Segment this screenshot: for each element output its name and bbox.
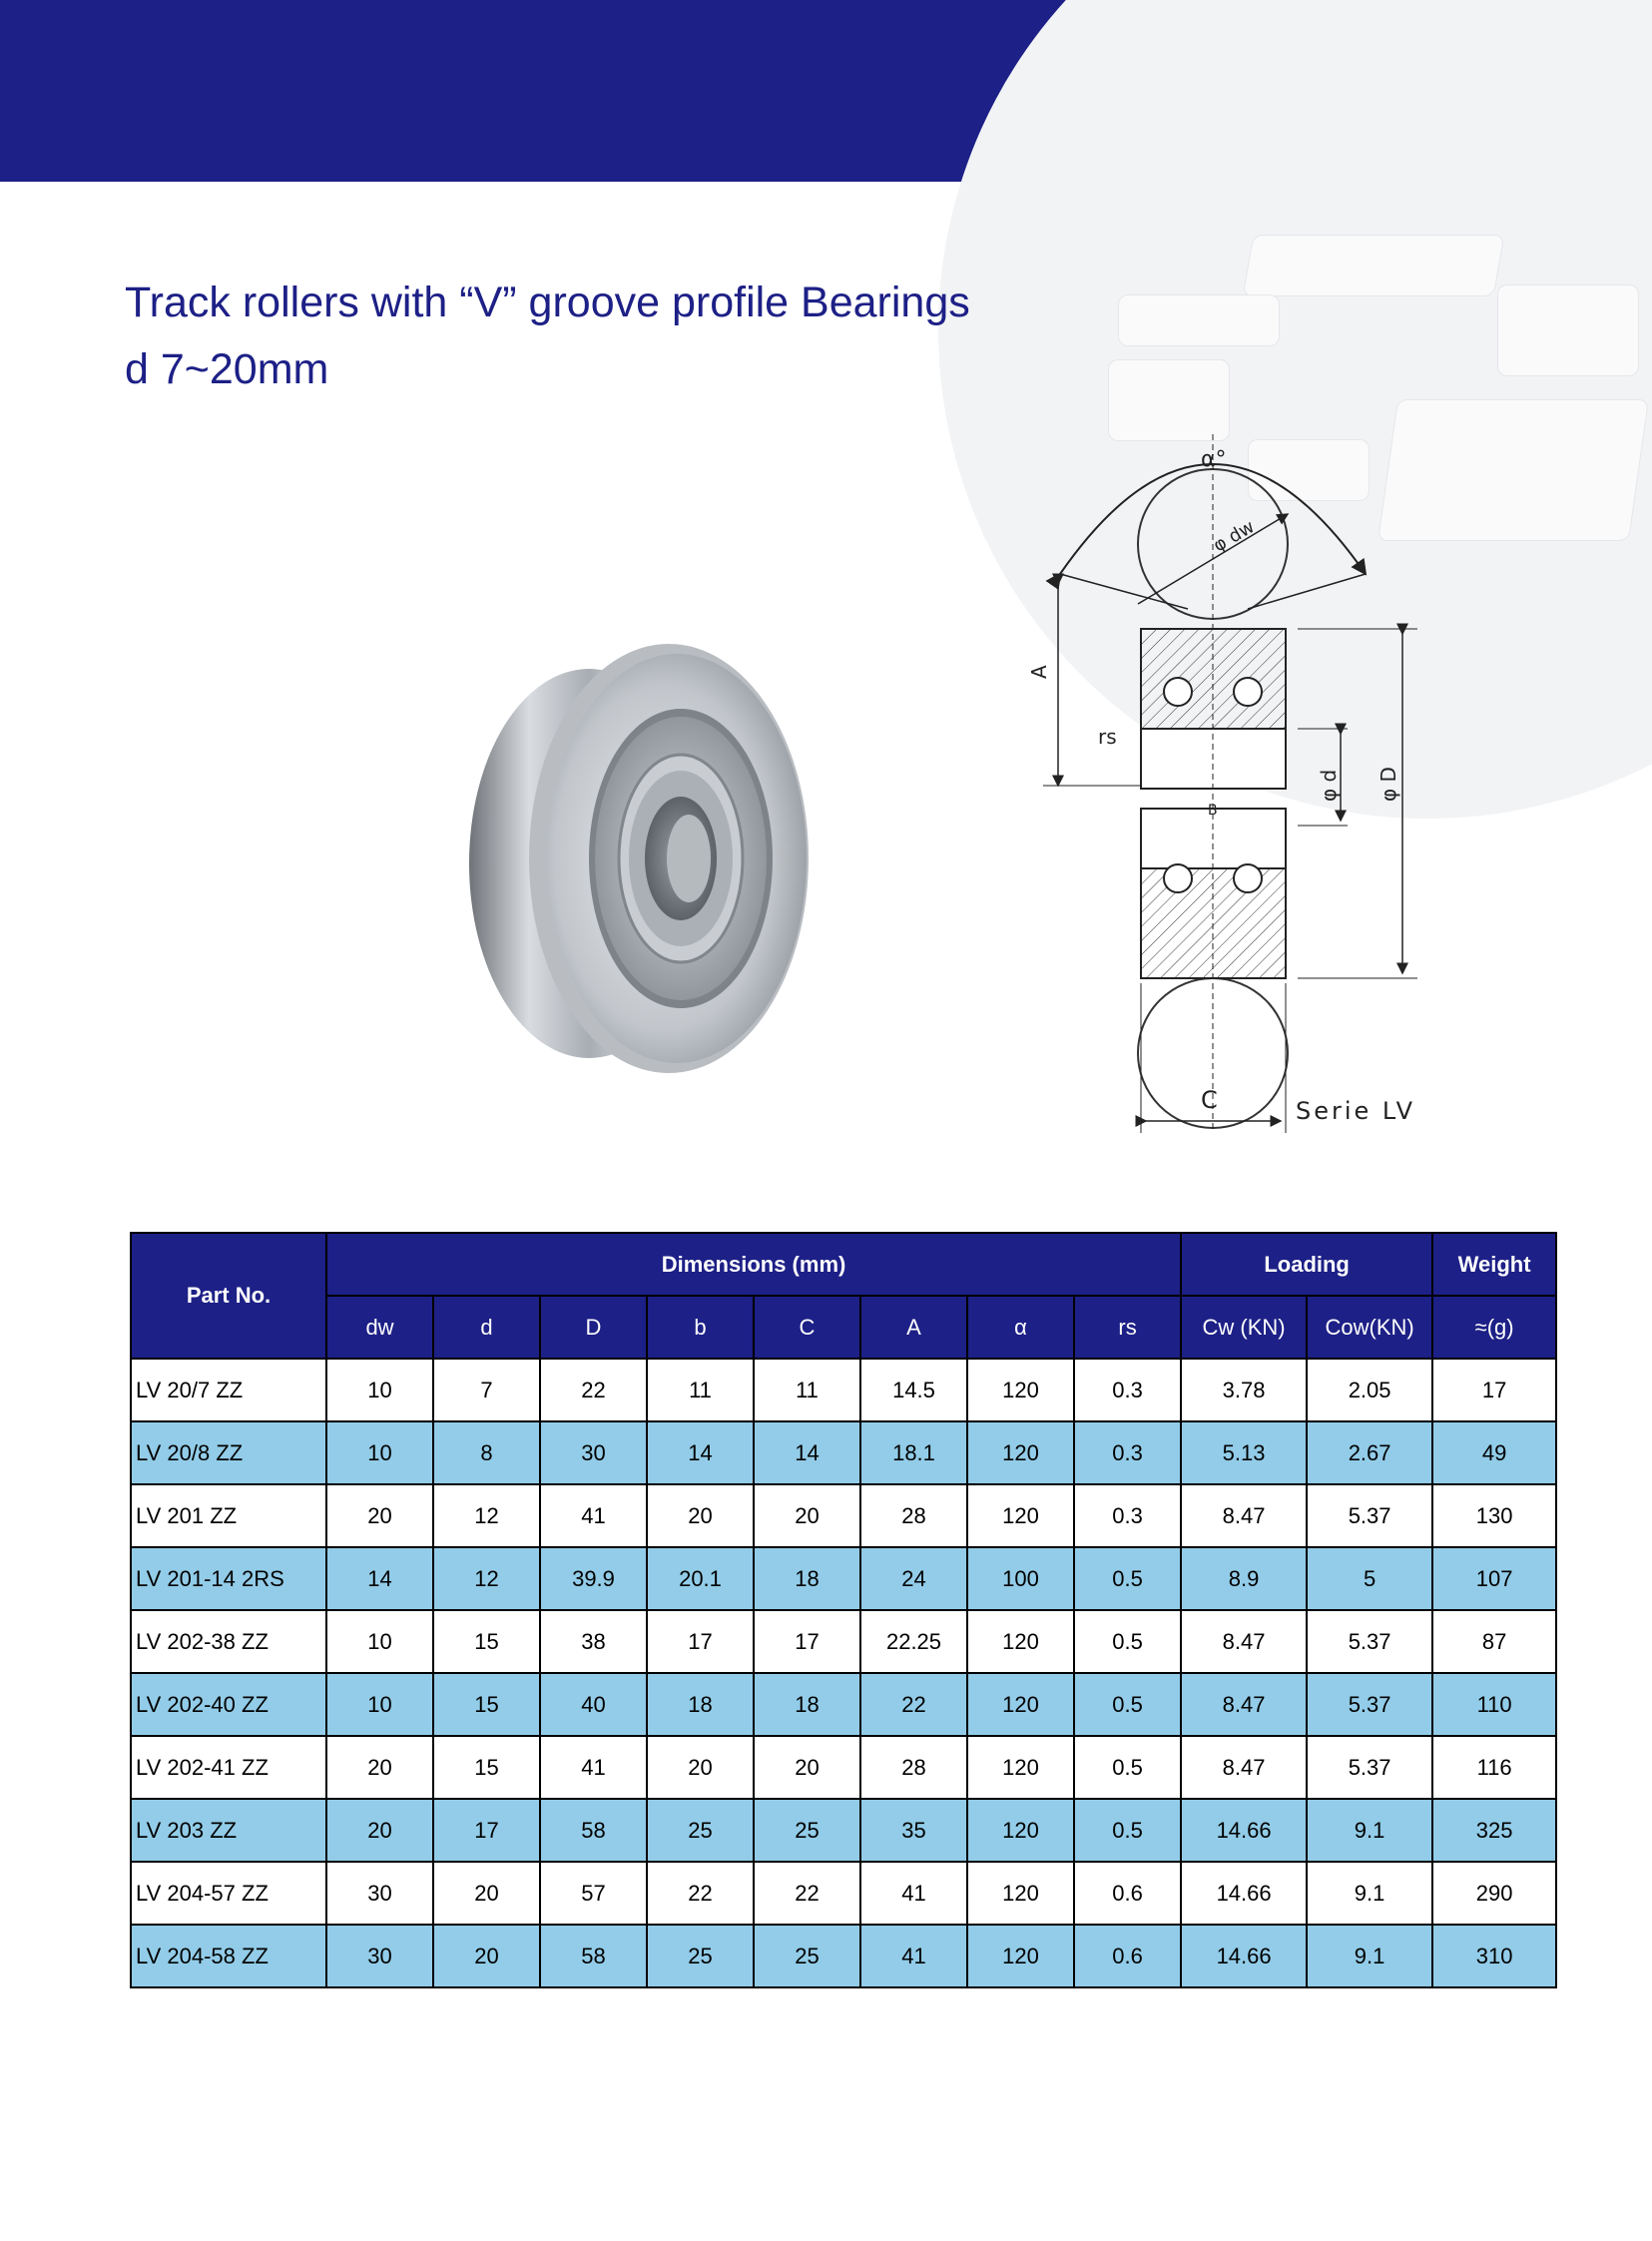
alpha-label: α° — [1201, 447, 1227, 472]
table-cell: 22 — [540, 1359, 647, 1421]
table-cell: 40 — [540, 1673, 647, 1736]
table-row — [131, 1673, 1556, 1736]
table-cell: 5.37 — [1307, 1736, 1432, 1799]
table-cell: 0.5 — [1074, 1736, 1181, 1799]
title-line-2: d 7~20mm — [125, 345, 329, 393]
page-title — [125, 270, 970, 403]
part-number-cell: LV 20/7 ZZ — [131, 1359, 326, 1421]
table-cell: 18.1 — [860, 1421, 967, 1484]
table-cell: 10 — [326, 1359, 433, 1421]
table-cell: 290 — [1432, 1862, 1556, 1925]
part-number-cell: LV 201 ZZ — [131, 1484, 326, 1547]
table-cell: 30 — [326, 1862, 433, 1925]
table-cell: 120 — [967, 1484, 1074, 1547]
table-cell: 20.1 — [647, 1547, 754, 1610]
table-cell: 2.05 — [1307, 1359, 1432, 1421]
table-cell: 20 — [647, 1484, 754, 1547]
table-cell: 2.67 — [1307, 1421, 1432, 1484]
table-row — [131, 1547, 1556, 1610]
table-cell: 38 — [540, 1610, 647, 1673]
table-cell: 11 — [754, 1359, 860, 1421]
header-weight: Weight — [1432, 1233, 1556, 1296]
table-cell: 120 — [967, 1359, 1074, 1421]
table-cell: 7 — [433, 1359, 540, 1421]
table-cell: 14 — [326, 1547, 433, 1610]
table-cell: 22 — [754, 1862, 860, 1925]
table-cell: 57 — [540, 1862, 647, 1925]
part-number-cell: LV 204-58 ZZ — [131, 1925, 326, 1987]
table-cell: 120 — [967, 1925, 1074, 1987]
table-cell: 0.5 — [1074, 1799, 1181, 1862]
table-cell: 22.25 — [860, 1610, 967, 1673]
part-number-cell: LV 202-38 ZZ — [131, 1610, 326, 1673]
table-cell: 28 — [860, 1736, 967, 1799]
table-cell: 10 — [326, 1673, 433, 1736]
table-cell: 0.3 — [1074, 1359, 1181, 1421]
table-cell: 107 — [1432, 1547, 1556, 1610]
column-header: dw — [326, 1296, 433, 1359]
part-number-cell: LV 201-14 2RS — [131, 1547, 326, 1610]
table-cell: 15 — [433, 1610, 540, 1673]
table-cell: 20 — [326, 1799, 433, 1862]
table-row — [131, 1862, 1556, 1925]
part-number-cell: LV 202-40 ZZ — [131, 1673, 326, 1736]
table-cell: 0.5 — [1074, 1547, 1181, 1610]
table-row — [131, 1799, 1556, 1862]
table-body — [131, 1359, 1556, 1987]
D-dimension-label: φ D — [1377, 767, 1400, 802]
table-cell: 41 — [860, 1862, 967, 1925]
background-block — [1118, 294, 1280, 346]
table-cell: 18 — [647, 1673, 754, 1736]
table-cell: 24 — [860, 1547, 967, 1610]
table-cell: 25 — [647, 1925, 754, 1987]
table-cell: 8.47 — [1181, 1736, 1307, 1799]
table-cell: 9.1 — [1307, 1862, 1432, 1925]
table-cell: 30 — [326, 1925, 433, 1987]
part-number-cell: LV 204-57 ZZ — [131, 1862, 326, 1925]
header-part-no: Part No. — [131, 1233, 326, 1359]
column-header: C — [754, 1296, 860, 1359]
table-cell: 116 — [1432, 1736, 1556, 1799]
table-cell: 17 — [647, 1610, 754, 1673]
table-cell: 49 — [1432, 1421, 1556, 1484]
table-row — [131, 1359, 1556, 1421]
table-cell: 9.1 — [1307, 1925, 1432, 1987]
table-cell: 12 — [433, 1547, 540, 1610]
table-cell: 3.78 — [1181, 1359, 1307, 1421]
table-cell: 9.1 — [1307, 1799, 1432, 1862]
table-cell: 28 — [860, 1484, 967, 1547]
background-block — [1243, 235, 1505, 296]
table-cell: 15 — [433, 1673, 540, 1736]
table-cell: 0.6 — [1074, 1925, 1181, 1987]
table-row — [131, 1484, 1556, 1547]
table-cell: 25 — [754, 1799, 860, 1862]
table-cell: 87 — [1432, 1610, 1556, 1673]
table-cell: 20 — [433, 1862, 540, 1925]
table-cell: 8.47 — [1181, 1610, 1307, 1673]
table-row — [131, 1736, 1556, 1799]
table-cell: 39.9 — [540, 1547, 647, 1610]
bearing-photo — [419, 619, 868, 1098]
table-cell: 14 — [647, 1421, 754, 1484]
header-loading: Loading — [1181, 1233, 1432, 1296]
title-line-1: Track rollers with “V” groove profile Bearings — [125, 279, 970, 326]
table-cell: 0.3 — [1074, 1484, 1181, 1547]
table-cell: 8.47 — [1181, 1484, 1307, 1547]
column-header: A — [860, 1296, 967, 1359]
table-cell: 120 — [967, 1736, 1074, 1799]
table-cell: 8 — [433, 1421, 540, 1484]
column-header: Cow(KN) — [1307, 1296, 1432, 1359]
table-cell: 12 — [433, 1484, 540, 1547]
column-header: Cw (KN) — [1181, 1296, 1307, 1359]
table-cell: 41 — [540, 1736, 647, 1799]
table-cell: 0.6 — [1074, 1862, 1181, 1925]
dw-label: φ dw — [1210, 516, 1259, 557]
table-cell: 15 — [433, 1736, 540, 1799]
column-header: α — [967, 1296, 1074, 1359]
table-cell: 41 — [540, 1484, 647, 1547]
table-cell: 22 — [647, 1862, 754, 1925]
table-row — [131, 1925, 1556, 1987]
table-cell: 17 — [433, 1799, 540, 1862]
table-cell: 0.3 — [1074, 1421, 1181, 1484]
technical-drawing — [998, 434, 1457, 1153]
table-cell: 18 — [754, 1673, 860, 1736]
d-dimension-label: φ d — [1317, 769, 1341, 802]
table-cell: 20 — [433, 1925, 540, 1987]
table-cell: 5.13 — [1181, 1421, 1307, 1484]
table-cell: 120 — [967, 1421, 1074, 1484]
b-dimension-label: B — [1208, 803, 1218, 819]
table-cell: 120 — [967, 1799, 1074, 1862]
part-number-cell: LV 202-41 ZZ — [131, 1736, 326, 1799]
table-cell: 11 — [647, 1359, 754, 1421]
table-cell: 310 — [1432, 1925, 1556, 1987]
table-cell: 20 — [754, 1736, 860, 1799]
table-cell: 14.66 — [1181, 1862, 1307, 1925]
table-cell: 110 — [1432, 1673, 1556, 1736]
column-header: rs — [1074, 1296, 1181, 1359]
table-cell: 20 — [326, 1736, 433, 1799]
table-cell: 14.5 — [860, 1359, 967, 1421]
background-block — [1497, 284, 1639, 376]
table-cell: 30 — [540, 1421, 647, 1484]
background-block — [1108, 359, 1230, 441]
table-cell: 35 — [860, 1799, 967, 1862]
column-header: b — [647, 1296, 754, 1359]
table-row — [131, 1610, 1556, 1673]
table-cell: 58 — [540, 1799, 647, 1862]
table-cell: 17 — [1432, 1359, 1556, 1421]
table-cell: 5.37 — [1307, 1484, 1432, 1547]
rs-label: rs — [1098, 725, 1117, 749]
table-cell: 41 — [860, 1925, 967, 1987]
a-dimension-label: A — [1027, 665, 1051, 679]
table-cell: 120 — [967, 1862, 1074, 1925]
table-cell: 58 — [540, 1925, 647, 1987]
table-cell: 0.5 — [1074, 1610, 1181, 1673]
part-number-cell: LV 20/8 ZZ — [131, 1421, 326, 1484]
table-cell: 120 — [967, 1610, 1074, 1673]
table-cell: 5.37 — [1307, 1673, 1432, 1736]
table-cell: 8.47 — [1181, 1673, 1307, 1736]
table-cell: 100 — [967, 1547, 1074, 1610]
table-cell: 25 — [754, 1925, 860, 1987]
specification-table — [130, 1232, 1557, 1988]
column-header: D — [540, 1296, 647, 1359]
table-cell: 18 — [754, 1547, 860, 1610]
part-number-cell: LV 203 ZZ — [131, 1799, 326, 1862]
table-cell: 20 — [754, 1484, 860, 1547]
header-dimensions: Dimensions (mm) — [326, 1233, 1181, 1296]
table-cell: 10 — [326, 1421, 433, 1484]
table-cell: 0.5 — [1074, 1673, 1181, 1736]
table-cell: 25 — [647, 1799, 754, 1862]
series-label: Serie LV — [1296, 1097, 1416, 1125]
table-row — [131, 1421, 1556, 1484]
table-cell: 5 — [1307, 1547, 1432, 1610]
table-cell: 5.37 — [1307, 1610, 1432, 1673]
column-header: ≈(g) — [1432, 1296, 1556, 1359]
table-cell: 20 — [326, 1484, 433, 1547]
table-cell: 14.66 — [1181, 1799, 1307, 1862]
table-cell: 325 — [1432, 1799, 1556, 1862]
column-header: d — [433, 1296, 540, 1359]
table-cell: 20 — [647, 1736, 754, 1799]
table-cell: 22 — [860, 1673, 967, 1736]
table-cell: 10 — [326, 1610, 433, 1673]
c-dimension-label: C — [1201, 1086, 1218, 1114]
table-cell: 14.66 — [1181, 1925, 1307, 1987]
table-cell: 130 — [1432, 1484, 1556, 1547]
table-cell: 14 — [754, 1421, 860, 1484]
table-cell: 17 — [754, 1610, 860, 1673]
table-cell: 120 — [967, 1673, 1074, 1736]
table-cell: 8.9 — [1181, 1547, 1307, 1610]
